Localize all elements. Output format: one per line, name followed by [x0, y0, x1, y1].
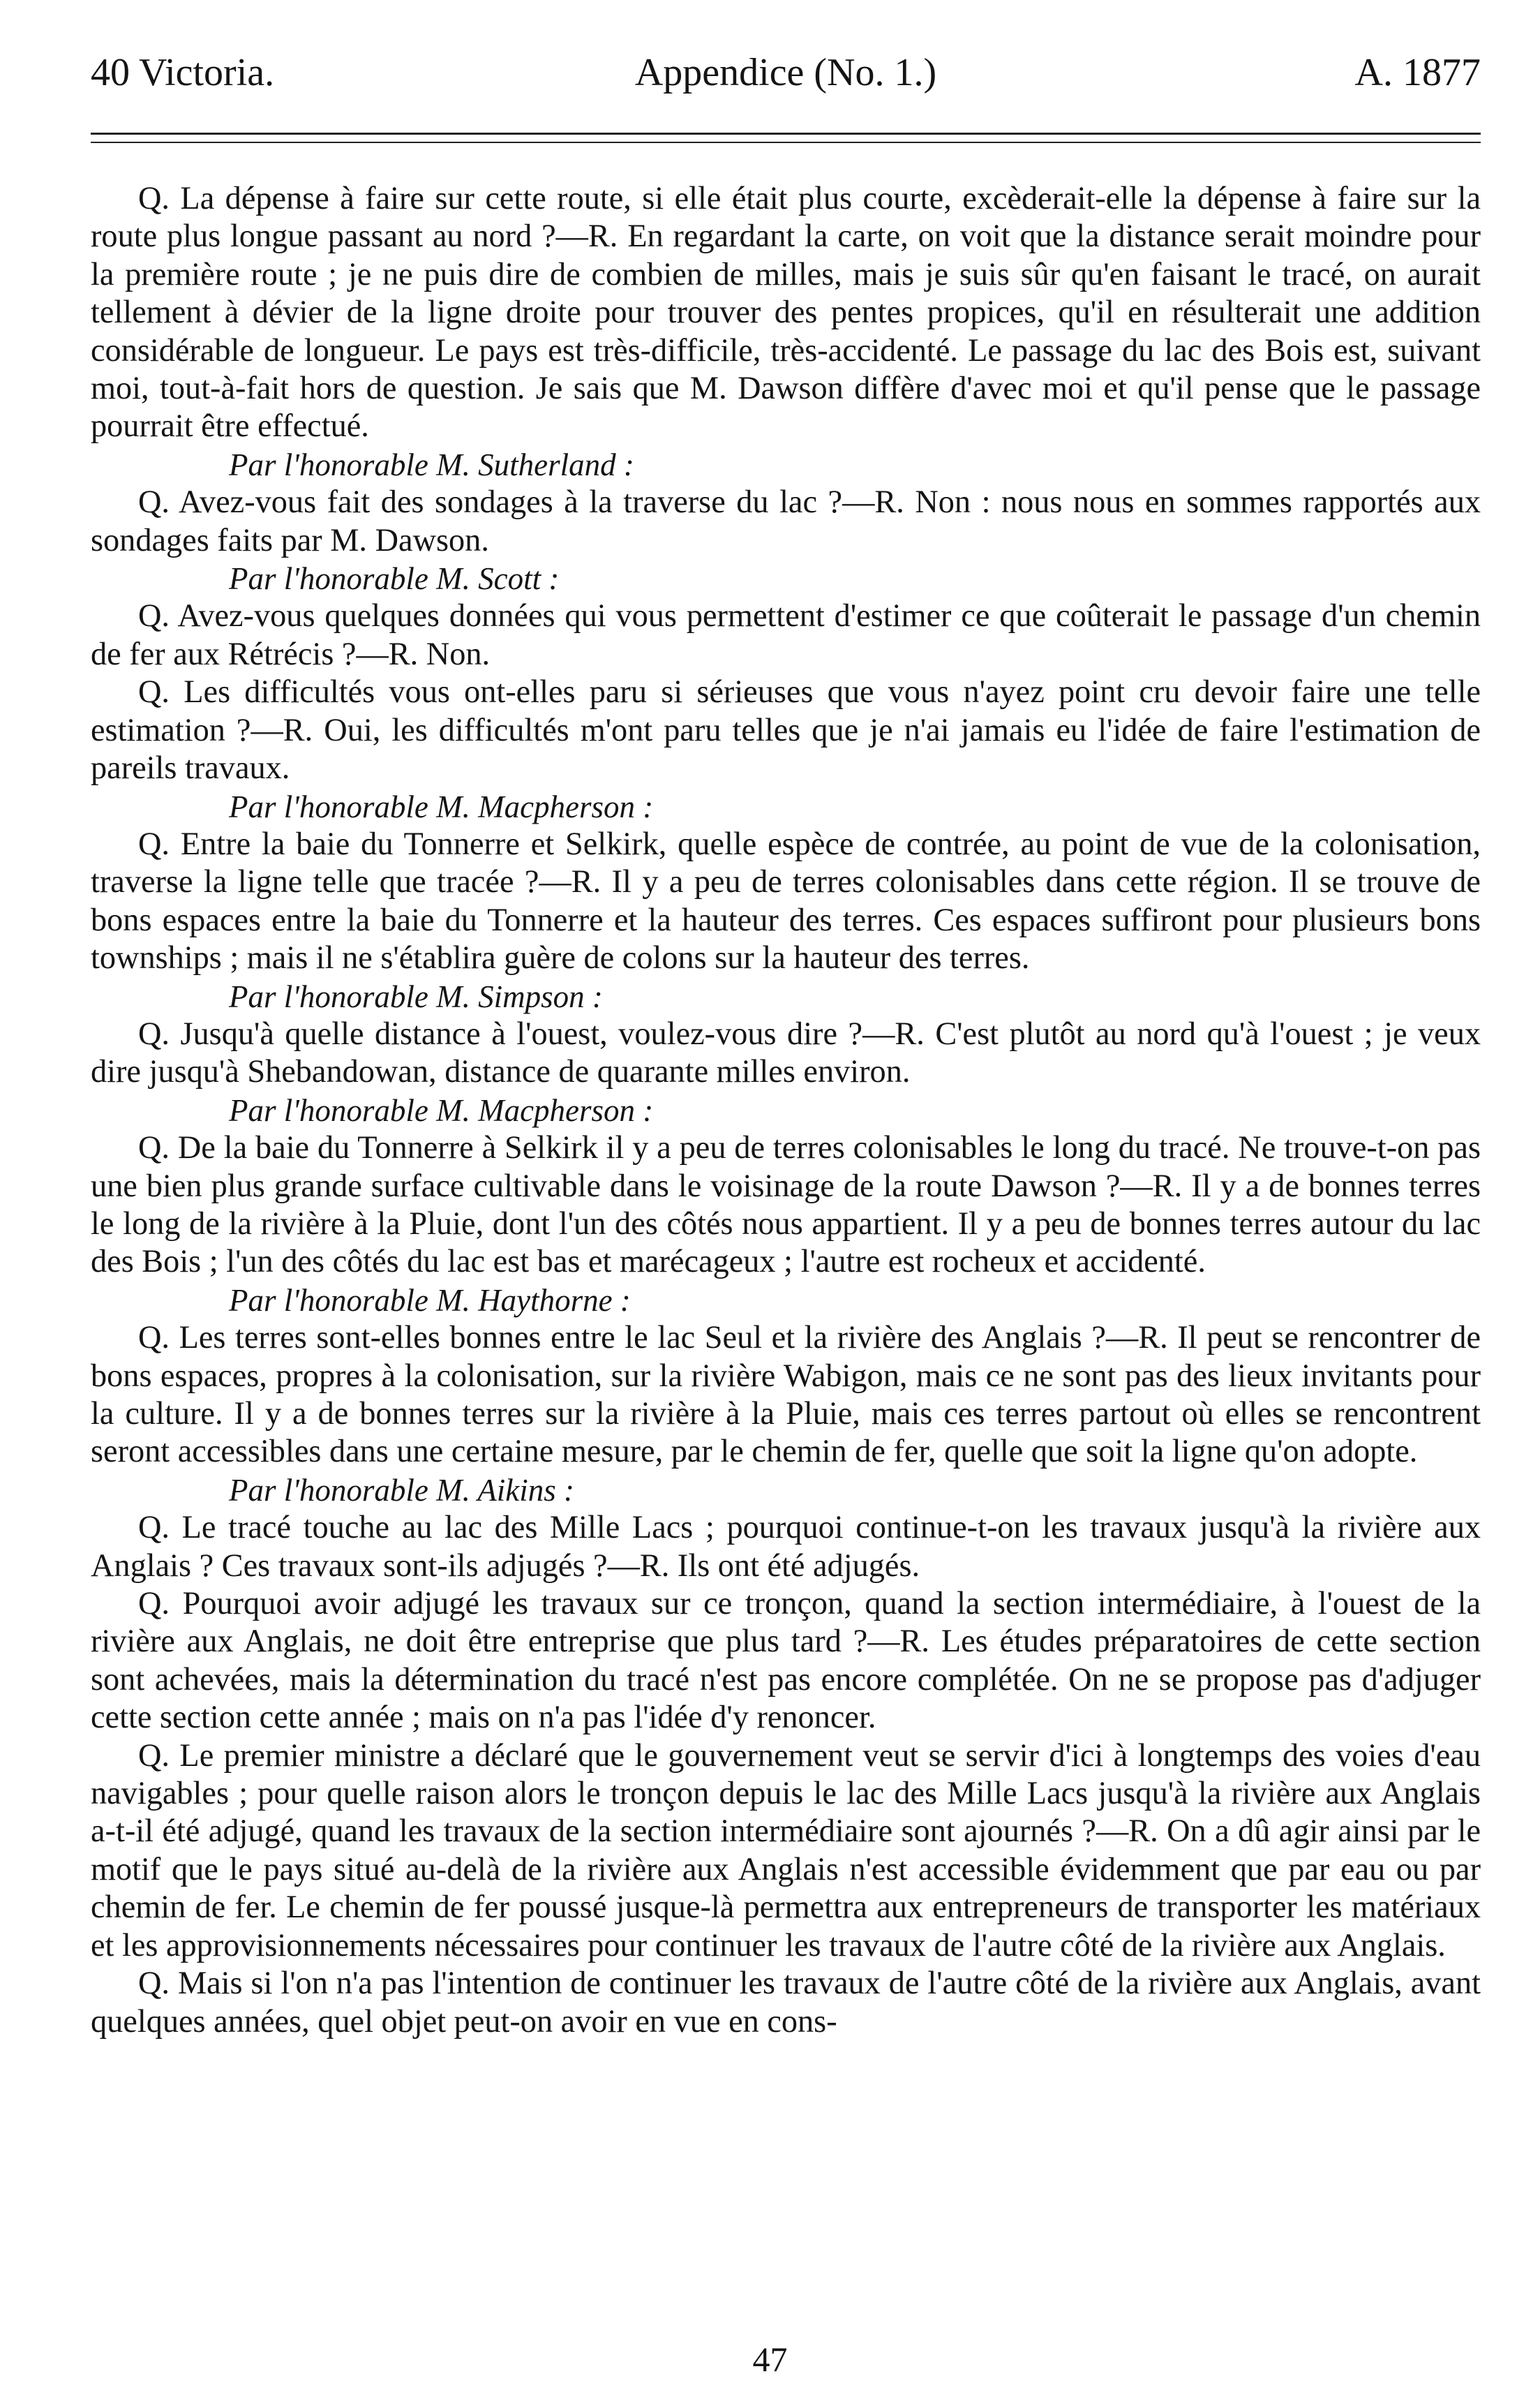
- paragraph-question: Q. De la baie du Tonnerre à Selkirk il y a peu de terres colonisables le long du tracé. Ne trouve-t-on pas une bien plus grande surface cultivable dans le voisinage de la route Dawson ?—R. Il y a de bonnes terres le long de la rivière à la Pluie, dont l'un des côtés nous appartient. Il y a peu de bonnes terres autour du lac des Bois ; l'un des côtés du lac est bas et marécageux ; l'autre est rocheux et accidenté.: [91, 1130, 1481, 1280]
- paragraph-question: Q. Le tracé touche au lac des Mille Lacs ; pourquoi continue-t-on les travaux jusqu'à la rivière aux Anglais ? Ces travaux sont-ils adjugés ?—R. Ils ont été adjugés.: [91, 1510, 1481, 1584]
- page-number: 47: [752, 2340, 788, 2379]
- speaker-heading: Par l'honorable M. Simpson :: [229, 979, 603, 1014]
- paragraph-question: Q. Entre la baie du Tonnerre et Selkirk, quelle espèce de contrée, au point de vue de la colonisation, traverse la ligne telle que tracée ?—R. Il y a peu de terres colonisables dans cette région. Il se trouve de bons espaces entre la baie du Tonnerre et la hauteur des terres. Ces espaces suffiront pour plusieurs bons townships ; mais il ne s'établira guère de colons sur la hauteur des terres.: [91, 826, 1481, 976]
- paragraph-question: Q. Le premier ministre a déclaré que le gouvernement veut se servir d'ici à longtemps des voies d'eau navigables ; pour quelle raison alors le tronçon depuis le lac des Mille Lacs jusqu'à la rivière aux Anglais a-t-il été adjugé, quand les travaux de la section intermédiaire sont ajournés ?—R. On a dû agir ainsi par le motif que le pays situé au-delà de la rivière aux Anglais n'est accessible évidemment que par eau ou par chemin de fer. Le chemin de fer poussé jusque-là permettra aux entrepreneurs de transporter les matériaux et les approvisionnements nécessaires pour continuer les travaux de l'autre côté de la rivière aux Anglais.: [91, 1737, 1481, 1963]
- paragraph-question: Q. La dépense à faire sur cette route, si elle était plus courte, excèderait-elle la dépense à faire sur la route plus longue passant au nord ?—R. En regardant la carte, on voit que la distance serait moindre pour la première route ; je ne puis dire de combien de milles, mais je suis sûr qu'en faisant le tracé, on aurait tellement à dévier de la ligne droite pour trouver des pentes propices, qu'il en résulterait une addition considérable de longueur. Le pays est très-difficile, très-accidenté. Le passage du lac des Bois est, suivant moi, tout-à-fait hors de question. Je sais que M. Dawson diffère d'avec moi et qu'il pense que le passage pourrait être effectué.: [91, 181, 1481, 445]
- speaker-heading: Par l'honorable M. Aikins :: [229, 1472, 574, 1508]
- paragraph-question: Q. Les terres sont-elles bonnes entre le lac Seul et la rivière des Anglais ?—R. Il peut se rencontrer de bons espaces, propres à la colonisation, sur la rivière Wabigon, mais ce ne sont pas des lieux invitants pour la culture. Il y a de bonnes terres sur la rivière à la Pluie, mais ces terres partout où elles se rencontrent seront accessibles dans une certaine mesure, par le chemin de fer, quelle que soit la ligne qu'on adopte.: [91, 1320, 1481, 1470]
- paragraph-question: Q. Mais si l'on n'a pas l'intention de continuer les travaux de l'autre côté de la rivière aux Anglais, avant quelques années, quel objet peut-on avoir en vue en cons-: [91, 1966, 1481, 2040]
- paragraph-question: Q. Les difficultés vous ont-elles paru si sérieuses que vous n'ayez point cru devoir faire une telle estimation ?—R. Oui, les difficultés m'ont paru telles que je n'ai jamais eu l'idée de faire l'estimation de pareils travaux.: [91, 674, 1481, 787]
- speaker-heading: Par l'honorable M. Haythorne :: [229, 1282, 631, 1318]
- paragraph-question: Q. Pourquoi avoir adjugé les travaux sur ce tronçon, quand la section intermédiaire, à l'ouest de la rivière aux Anglais, ne doit être entreprise que plus tard ?—R. Les études préparatoires de cette section sont achevées, mais la détermination du tracé n'est pas encore complétée. On ne se propose pas d'adjuger cette section cette année ; mais on n'a pas l'idée d'y renoncer.: [91, 1586, 1481, 1736]
- header-year: A. 1877: [1354, 51, 1481, 94]
- running-header: [91, 45, 1481, 101]
- speaker-heading: Par l'honorable M. Scott :: [229, 561, 560, 597]
- paragraph-question: Q. Jusqu'à quelle distance à l'ouest, voulez-vous dire ?—R. C'est plutôt au nord qu'à l'ouest ; je veux dire jusqu'à Shebandowan, distance de quarante milles environ.: [91, 1016, 1481, 1090]
- speaker-heading: Par l'honorable M. Sutherland :: [229, 447, 634, 482]
- header-appendix-title: Appendice (No. 1.): [634, 51, 937, 94]
- document-body: [91, 180, 1481, 2041]
- header-rule-bottom: [91, 142, 1481, 143]
- header-session: 40 Victoria.: [91, 51, 275, 94]
- speaker-heading: Par l'honorable M. Macpherson :: [229, 789, 654, 824]
- speaker-heading: Par l'honorable M. Macpherson :: [229, 1092, 654, 1128]
- paragraph-question: Q. Avez-vous fait des sondages à la traverse du lac ?—R. Non : nous nous en sommes rapportés aux sondages faits par M. Dawson.: [91, 484, 1481, 558]
- paragraph-question: Q. Avez-vous quelques données qui vous permettent d'estimer ce que coûterait le passage d'un chemin de fer aux Rétrécis ?—R. Non.: [91, 598, 1481, 672]
- header-rule-top: [91, 133, 1481, 135]
